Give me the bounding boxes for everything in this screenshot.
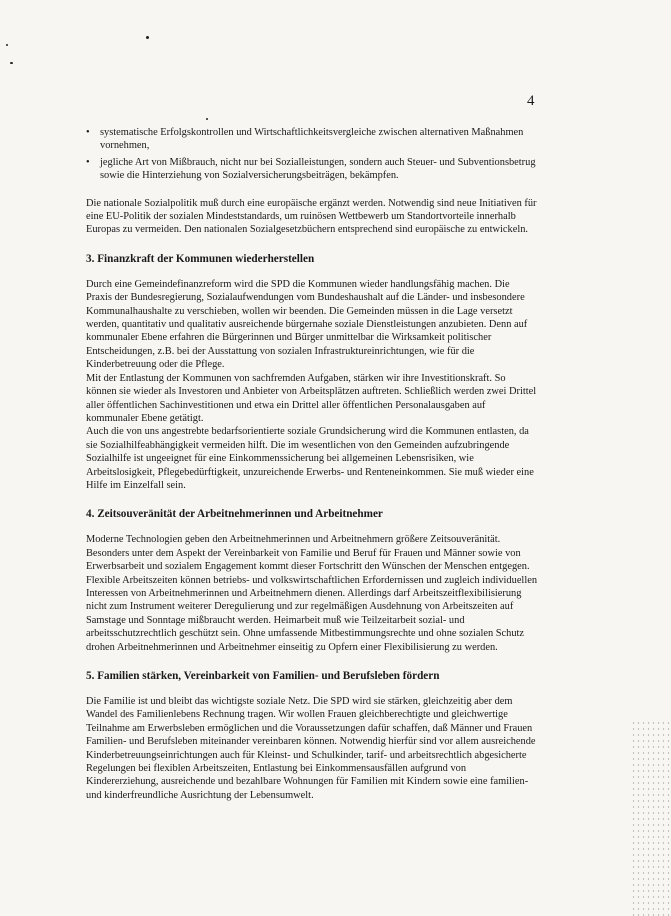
scan-speck (6, 44, 8, 46)
scan-edge-noise (631, 720, 671, 916)
section-paragraph: Mit der Entlastung der Kommunen von sachfremden Aufgaben, stärken wir ihre Investitionskraft. So können sie wieder als Investoren und Anbieter von Arbeitsplätzen auftreten. Schließlich werden zwei Drittel aller öffentlichen Sachinvestitionen und etwa ein Drittel aller öffentlichen Personalausgaben auf kommunaler Ebene getätigt. (86, 372, 537, 424)
bullet-icon: • (86, 156, 90, 168)
section-heading: 4. Zeitsouveränität der Arbeitnehmerinnen und Arbeitnehmer (86, 508, 383, 521)
scan-speck (146, 36, 149, 39)
scan-speck (10, 62, 13, 64)
section-paragraph: Durch eine Gemeindefinanzreform wird die SPD die Kommunen wieder handlungsfähig machen. Die Praxis der Bundesregierung, Sozialaufwendungen vom Bundeshaushalt auf die Länder- und insbesondere Kommunalhaushalte zu verschieben, wollen wir beenden. Die Gemeinden müssen in die Lage versetzt werden, quantitativ und qualitativ ausreichende bürgernahe soziale Dienstleistungen anzubieten. Denn auf kommunaler Ebene erfahren die Bürgerinnen und Bürger unmittelbar die Wirksamkeit politischer Entscheidungen, z.B. bei der Ausstattung von sozialen Infrastruktureinrichtungen, wie für die Kinderbetreuung oder die Pflege. (86, 278, 528, 371)
scan-speck (206, 118, 208, 120)
page-number: 4 (527, 93, 535, 109)
list-item (86, 126, 538, 153)
list-item (86, 156, 538, 183)
bullet-text: systematische Erfolgskontrollen und Wirtschaftlichkeitsvergleiche zwischen alternativen Maßnahmen vornehmen, (100, 127, 524, 152)
section-paragraph: Auch die von uns angestrebte bedarfsorientierte soziale Grundsicherung wird die Kommunen entlasten, da sie Sozialhilfeabhängigkeit vermeiden hilft. Die im wesentlichen von den Gemeinden aufzubringende Sozialhilfe ist ungeeignet für eine Einkommenssicherung bei allgemeinen Lebensrisiken, wie Arbeitslosigkeit, Pflegebedürftigkeit, unzureichende Erwerbs- und Renteneinkommen. Sie muß wieder eine Hilfe im Einzelfall sein. (86, 426, 534, 491)
section-paragraph: Die Familie ist und bleibt das wichtigste soziale Netz. Die SPD wird sie stärken, gleichzeitig aber dem Wandel des Familienlebens Rechnung tragen. Wir wollen Frauen gleichberechtigte und gleichwertige Teilnahme am Erwerbsleben ermöglichen und die Voraussetzungen dafür schaffen, daß Männer und Frauen Familien- und Berufsleben miteinander vereinbaren können. Notwendig hierfür sind vor allem ausreichende Kinderbetreuungseinrichtungen auch für Kleinst- und Schulkinder, tarif- und arbeitsrechtlich abgesicherte Regelungen bei flexiblen Arbeitszeiten, Entlastung bei Einkommensausfällen aufgrund von Kindererziehung, ausreichende und bezahlbare Wohnungen für Familien mit Kindern sowie eine familien- und kinderfreundliche Ausrichtung der Lebensumwelt. (86, 696, 536, 801)
intro-paragraph: Die nationale Sozialpolitik muß durch eine europäische ergänzt werden. Notwendig sind neue Initiativen für eine EU-Politik der sozialen Mindeststandards, um ruinösen Wettbewerb um Standortvorteile innerhalb Europas zu vermeiden. Den nationalen Sozialgesetzbüchern entsprechend sind europäische zu entwickeln. (86, 197, 537, 236)
section-heading: 5. Familien stärken, Vereinbarkeit von Familien- und Berufsleben fördern (86, 670, 440, 682)
section-paragraph: Flexible Arbeitszeiten können betriebs- und volkswirtschaftlichen Erfordernissen und zugleich individuellen Interessen von Arbeitnehmerinnen und Arbeitnehmern dienen. Allerdings darf Arbeitszeitflexibilisierung nicht zum Instrument weiterer Deregulierung und zur regelmäßigen Ausdehnung von Arbeitszeiten auf Samstage und Sonntage mißbraucht werden. Heimarbeit muß wie Teilzeitarbeit sozial- und arbeitsschutzrechtlich geschützt sein. Ohne umfassende Mitbestimmungsrechte und ohne sozialen Schutz drohen Arbeitnehmerinnen und Arbeitnehmer einseitig zu Opfern einer Flexibilisierung zu werden. (86, 574, 538, 653)
bullet-icon: • (86, 127, 90, 138)
document-body (86, 126, 538, 802)
bullet-list (86, 126, 538, 183)
section-paragraph: Moderne Technologien geben den Arbeitnehmerinnen und Arbeitnehmern größere Zeitsouveränität. Besonders unter dem Aspekt der Vereinbarkeit von Familie und Beruf für Frauen und Männer sowie von Erwerbsarbeit und sozialem Engagement kommt dieser Fortschritt den Wünschen der Menschen entgegen. (86, 534, 530, 573)
section-heading: 3. Finanzkraft der Kommunen wiederherstellen (86, 252, 315, 265)
bullet-text: jegliche Art von Mißbrauch, nicht nur bei Sozialleistungen, sondern auch Steuer- und Subventionsbetrug sowie die Hinterziehung von Sozialversicherungsbeiträgen, bekämpfen. (100, 156, 536, 182)
